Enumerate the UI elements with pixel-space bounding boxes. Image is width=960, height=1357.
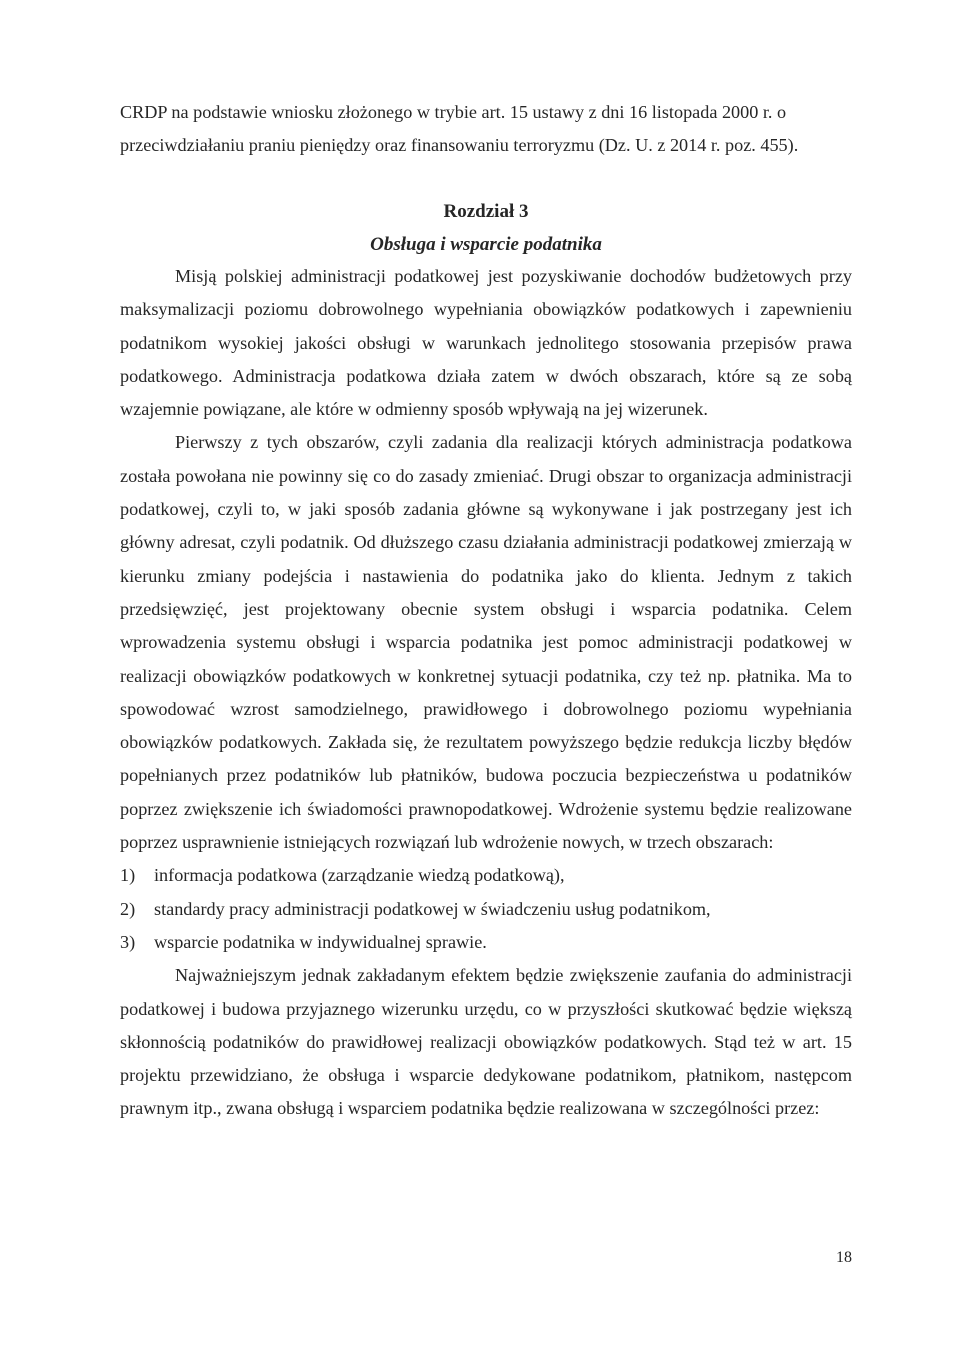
chapter-body xyxy=(120,260,852,1126)
list-item-number: 2) xyxy=(120,898,136,919)
areas-list xyxy=(120,859,852,959)
page-number: 18 xyxy=(836,1249,852,1266)
list-item-text: informacja podatkowa (zarządzanie wiedzą podatkową), xyxy=(154,865,565,886)
paragraph: Misją polskiej administracji podatkowej jest pozyskiwanie dochodów budżetowych przy maksymalizacji poziomu dobrowolnego wypełniania obowiązków podatkowych i zapewnieniu podatnikom wysokiej jakości obsługi w warunkach jednolitego stosowania przepisów prawa podatkowego. Administracja podatkowa działa zatem w dwóch obszarach, które są ze sobą wzajemnie powiązane, ale które w odmienny sposób wpływają na jej wizerunek. xyxy=(120,266,852,420)
chapter-heading xyxy=(120,195,852,261)
list-item xyxy=(120,926,852,959)
list-item-text: wsparcie podatnika w indywidualnej sprawie. xyxy=(154,931,487,952)
paragraph: Pierwszy z tych obszarów, czyli zadania dla realizacji których administracja podatkowa została powołana nie powinny się co do zasady zmieniać. Drugi obszar to organizacja administracji podatkowej, czyli to, w jaki sposób zadania główne są wykonywane i jak postrzegany jest ich główny adresat, czyli podatnik. Od dłuższego czasu działania administracji podatkowej zmierzają w kierunku zmiany podejścia i nastawienia do podatnika jako do klienta. Jednym z takich przedsięwzięć, jest projektowany obecnie system obsługi i wsparcia podatnika. Celem wprowadzenia systemu obsługi i wsparcia podatnika jest pomoc administracji podatkowej w realizacji obowiązków podatkowych w konkretnej sytuacji podatnika, czy też np. płatnika. Ma to spowodować wzrost samodzielnego, prawidłowego i dobrowolnego poziomu wypełniania obowiązków podatkowych. Zakłada się, że rezultatem powyższego będzie redukcja liczby błędów popełnianych przez podatników lub płatników, budowa poczucia bezpieczeństwa u podatników poprzez zwiększenie ich świadomości prawnopodatkowej. Wdrożenie systemu będzie realizowane poprzez usprawnienie istniejących rozwiązań lub wdrożenie nowych, w trzech obszarach: xyxy=(120,432,852,853)
list-item xyxy=(120,893,852,926)
list-item-number: 3) xyxy=(120,931,136,952)
chapter-title: Obsługa i wsparcie podatnika xyxy=(370,234,602,255)
list-item-text: standardy pracy administracji podatkowej w świadczeniu usług podatnikom, xyxy=(154,898,711,919)
list-item-number: 1) xyxy=(120,865,136,886)
list-item xyxy=(120,859,852,892)
chapter-number: Rozdział 3 xyxy=(443,201,529,222)
closing-paragraph: Najważniejszym jednak zakładanym efektem będzie zwiększenie zaufania do administracji podatkowej i budowa przyjaznego wizerunku urzędu, co w przyszłości skutkować będzie większą skłonnością podatników do prawidłowej realizacji obowiązków podatkowych. Stąd też w art. 15 projektu przewidziano, że obsługa i wsparcie dedykowane podatnikom, płatnikom, następcom prawnym itp., zwana obsługą i wsparciem podatnika będzie realizowana w szczególności przez: xyxy=(120,965,852,1119)
intro-paragraph: CRDP na podstawie wniosku złożonego w trybie art. 15 ustawy z dni 16 listopada 2000 r. o przeciwdziałaniu praniu pieniędzy oraz finansowaniu terroryzmu (Dz. U. z 2014 r. poz. 455). xyxy=(120,102,799,156)
